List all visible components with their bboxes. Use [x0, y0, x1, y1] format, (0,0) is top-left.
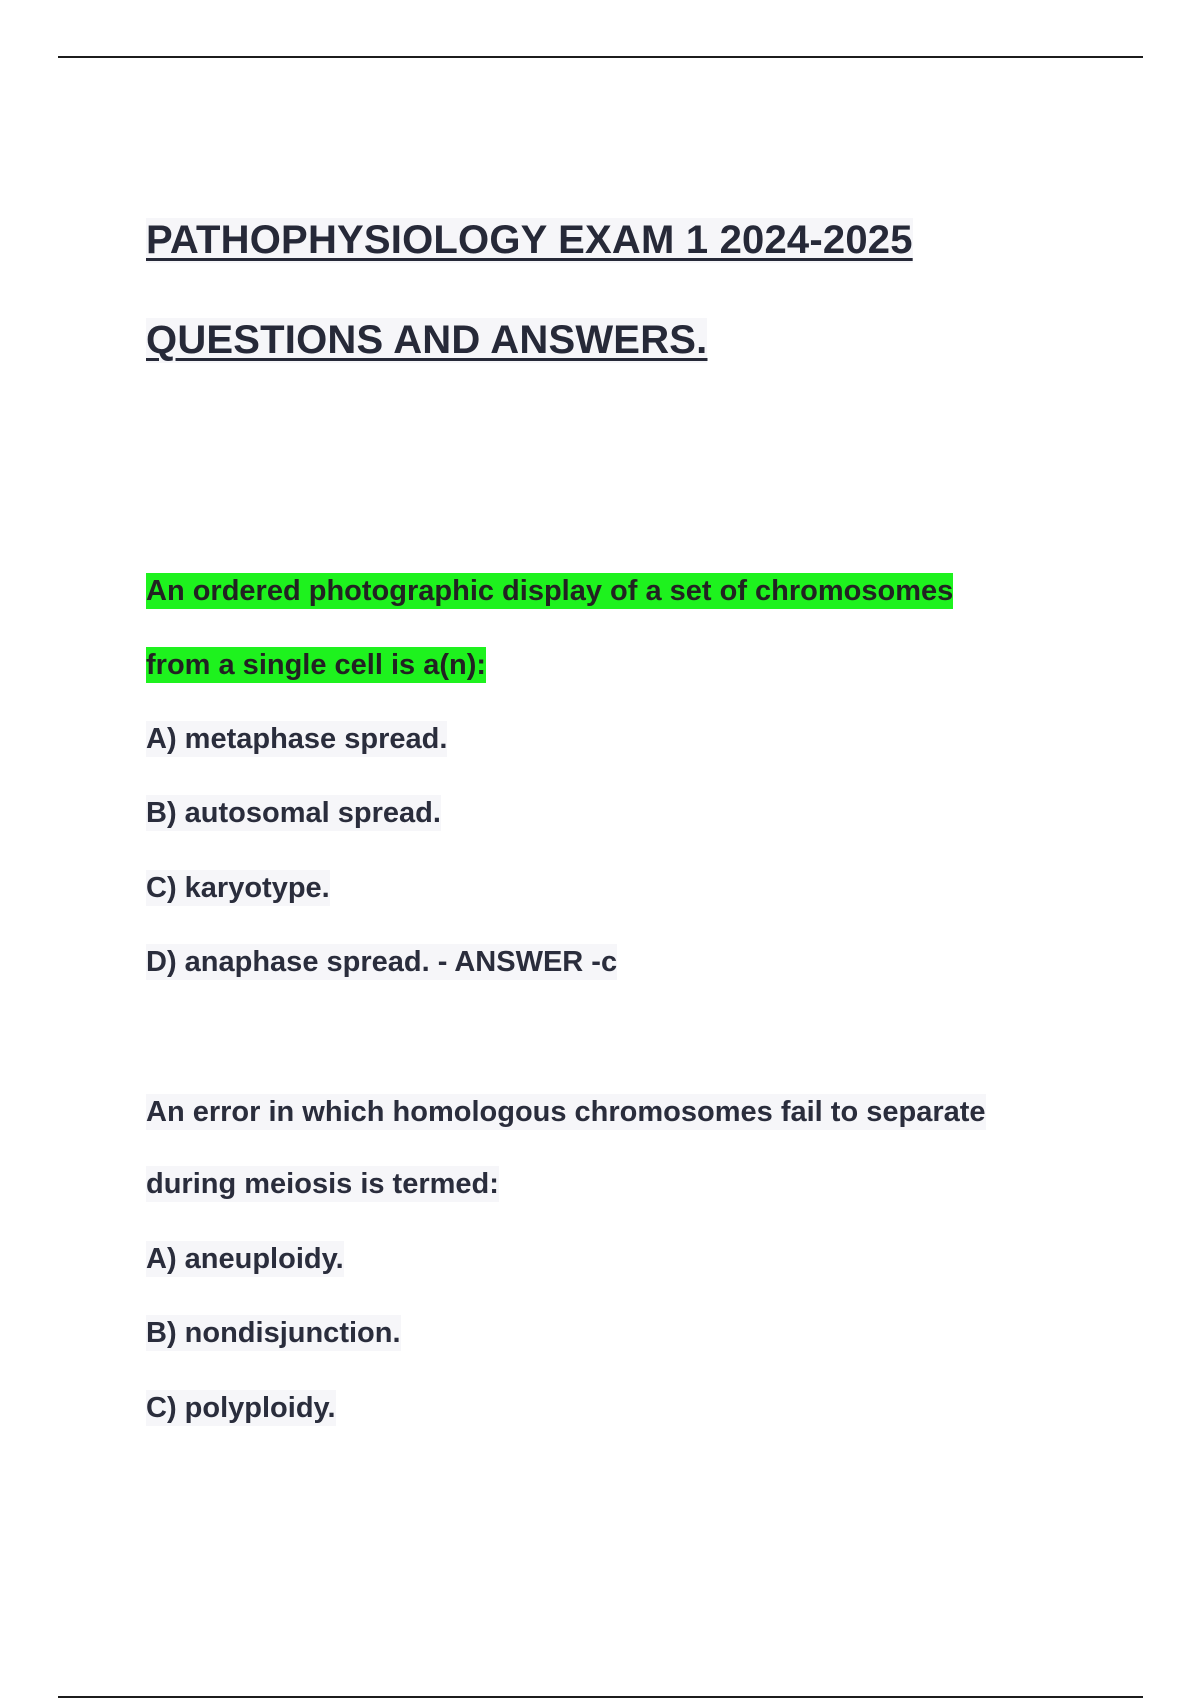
question-1-option-a: A) metaphase spread.: [146, 723, 448, 755]
header-rule: [58, 56, 1143, 58]
question-2-stem-line-1: An error in which homologous chromosomes fail to separate: [146, 1096, 986, 1128]
question-1-option-b: B) autosomal spread.: [146, 797, 441, 829]
question-1-option-c: C) karyotype.: [146, 872, 330, 904]
question-2-option-b: B) nondisjunction.: [146, 1317, 401, 1349]
question-1-option-d-answer: D) anaphase spread. - ANSWER -c: [146, 946, 618, 978]
footer-rule: [58, 1696, 1143, 1698]
question-1-stem-line-1: An ordered photographic display of a set of chromosomes: [146, 575, 954, 607]
question-2-stem-line-2: during meiosis is termed:: [146, 1168, 499, 1200]
question-2-option-a: A) aneuploidy.: [146, 1243, 344, 1275]
document-title-line-1: PATHOPHYSIOLOGY EXAM 1 2024-2025: [146, 218, 913, 262]
document-title-line-2: QUESTIONS AND ANSWERS.: [146, 318, 708, 362]
question-1-stem-line-2: from a single cell is a(n):: [146, 649, 487, 681]
question-2-option-c: C) polyploidy.: [146, 1392, 336, 1424]
